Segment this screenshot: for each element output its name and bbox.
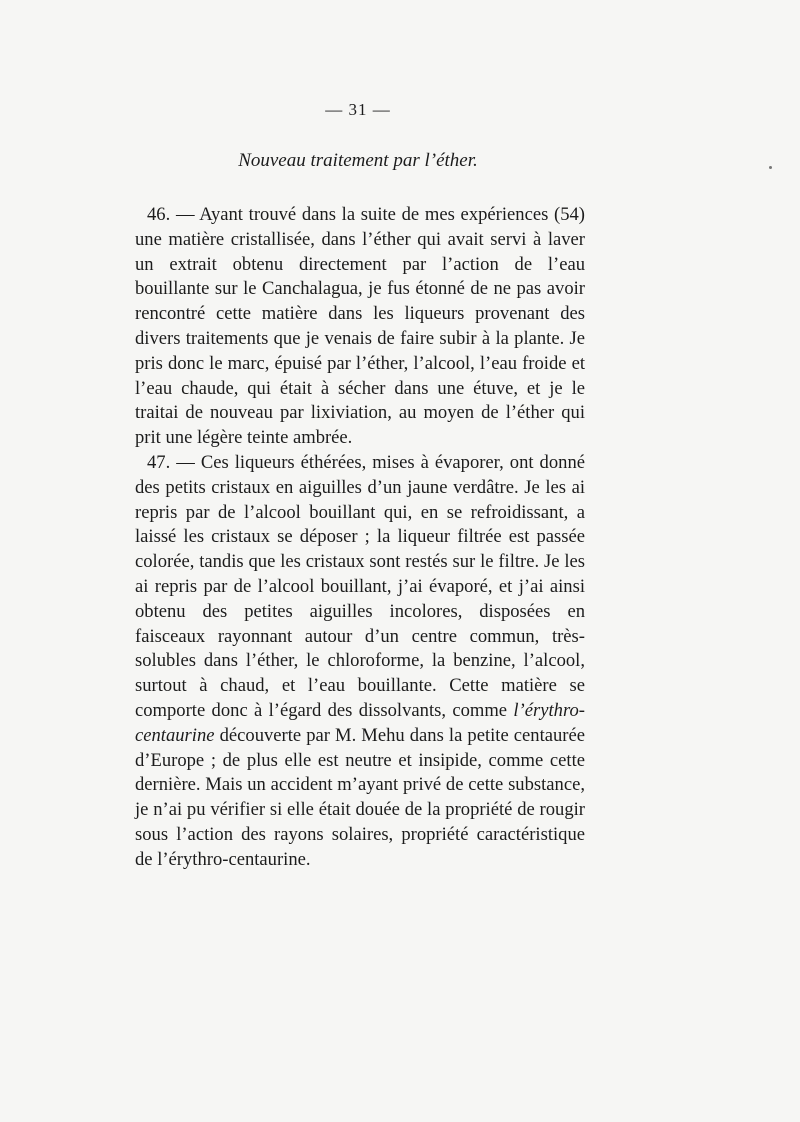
paragraph-46: 46. — Ayant trouvé dans la suite de mes expériences (54) une matière cristallisée, dans l’éther qui avait servi à laver un extrait obtenu directement par l’action de l’eau bouillante sur le Canchalagua, je fus étonné de ne pas avoir rencontré cette matière dans les liqueurs provenant des divers traitements que je venais de faire subir à la plante. Je pris donc le marc, épuisé par l’éther, l’alcool, l’eau froide et l’eau chaude, qui était à sécher dans une étuve, et je le traitai de nouveau par lixiviation, au moyen de l’éther qui prit une légère teinte ambrée. [135, 204, 585, 449]
margin-mark [769, 166, 772, 169]
body-text [135, 203, 585, 873]
paragraph-47-text-after: découverte par M. Mehu dans la petite centaurée d’Europe ; de plus elle est neutre et insipide, comme cette dernière. Mais un accident m’ayant privé de cette substance, je n’ai pu vérifier si elle était douée de la propriété de rougir sous l’action des rayons solaires, propriété caractéristique de l’érythro-centaurine. [135, 724, 585, 870]
paragraph-47-italic-term: l’érythro-centaurine [135, 699, 585, 746]
section-title: Nouveau traitement par l’éther. [238, 150, 478, 171]
page-number: — 31 — [325, 100, 391, 119]
paragraph-47 [135, 451, 585, 873]
paragraph-47-text-before: 47. — Ces liqueurs éthérées, mises à évaporer, ont donné des petits cristaux en aiguilles d’un jaune verdâtre. Je les ai repris par de l’alcool bouillant qui, en se refroidissant, a laissé les cristaux se déposer ; la liqueur filtrée est passée colorée, tandis que les cristaux sont restés sur le filtre. Je les ai repris par de l’alcool bouillant, j’ai évaporé, et j’ai ainsi obtenu des petites aiguilles incolores, disposées en faisceaux rayonnant autour d’un centre commun, très-solubles dans l’éther, le chloroforme, la benzine, l’alcool, surtout à chaud, et l’eau bouillante. Cette matière se comporte donc à l’égard des dissolvants, comme [135, 451, 585, 721]
